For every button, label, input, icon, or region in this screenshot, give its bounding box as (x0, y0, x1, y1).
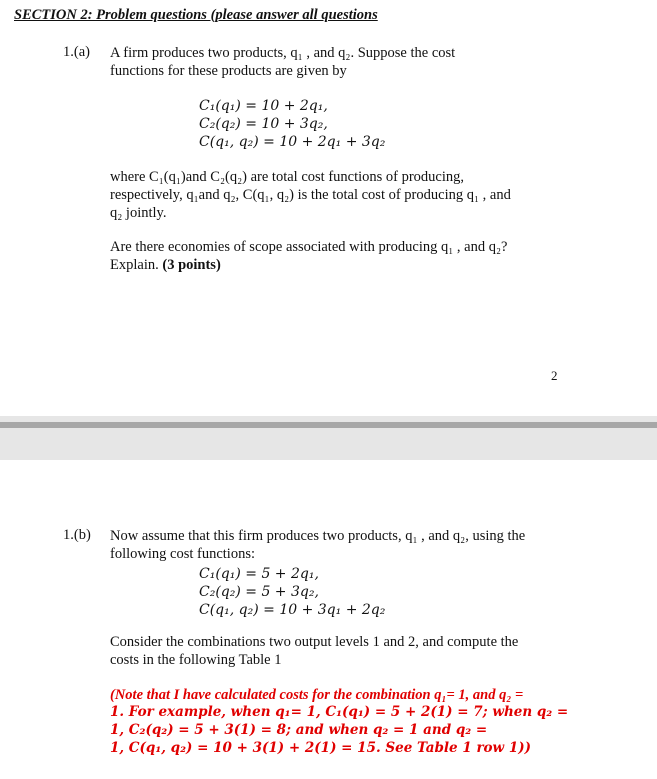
note-line3: 1, C₂(q₂) = 5 + 3(1) = 8; and when q₂ = 1 and q₂ = (110, 722, 488, 738)
equation-b-c-joint: C(q₁, q₂) = 10 + 3q₁ + 2q₂ (199, 602, 386, 618)
equation-c1: C₁(q₁) = 10 + 2q₁, (199, 98, 328, 114)
q1a-where-line1: where C₁(q₁)and C₂(q₂) are total cost functions of producing, (110, 169, 465, 185)
equation-c-joint: C(q₁, q₂) = 10 + 2q₁ + 3q₂ (199, 134, 386, 150)
q1a-where-line3: q₂ jointly. (110, 205, 167, 221)
equation-c2: C₂(q₂) = 10 + 3q₂, (199, 116, 328, 132)
q1b-intro-line1: Now assume that this firm produces two products, q₁ , and q₂, using the (110, 528, 526, 544)
q1b-intro-line2: following cost functions: (110, 546, 255, 562)
note-line4: 1, C(q₁, q₂) = 10 + 3(1) + 2(1) = 15. See Table 1 row 1)) (110, 740, 532, 756)
q1a-intro-line2: functions for these products are given by (110, 63, 347, 79)
question-1b-label: 1.(b) (63, 527, 91, 543)
q1a-where-line2: respectively, q₁and q₂, C(q₁, q₂) is the total cost of producing q₁ , and (110, 187, 511, 203)
page-break-line (0, 422, 657, 428)
q1b-consider-line2: costs in the following Table 1 (110, 652, 282, 668)
question-1a-label: 1.(a) (63, 44, 90, 60)
note-line2: 1. For example, when q₁= 1, C₁(q₁) = 5 + 2(1) = 7; when q₂ = (110, 704, 569, 720)
equation-b-c1: C₁(q₁) = 5 + 2q₁, (199, 566, 319, 582)
q1b-consider-line1: Consider the combinations two output levels 1 and 2, and compute the (110, 634, 519, 650)
q1a-question-line2 (110, 256, 221, 274)
q1a-explain-text: Explain. (110, 257, 159, 273)
page-number: 2 (551, 368, 558, 383)
q1a-intro-line1: A firm produces two products, q₁ , and q₂. Suppose the cost (110, 45, 456, 61)
q1a-points: (3 points) (162, 257, 221, 273)
note-line1: (Note that I have calculated costs for the combination q₁= 1, and q₂ = (110, 687, 524, 703)
section-title: SECTION 2: Problem questions (please answer all questions (14, 7, 378, 23)
equation-b-c2: C₂(q₂) = 5 + 3q₂, (199, 584, 319, 600)
q1a-question-line1: Are there economies of scope associated with producing q₁ , and q₂? (110, 239, 508, 255)
